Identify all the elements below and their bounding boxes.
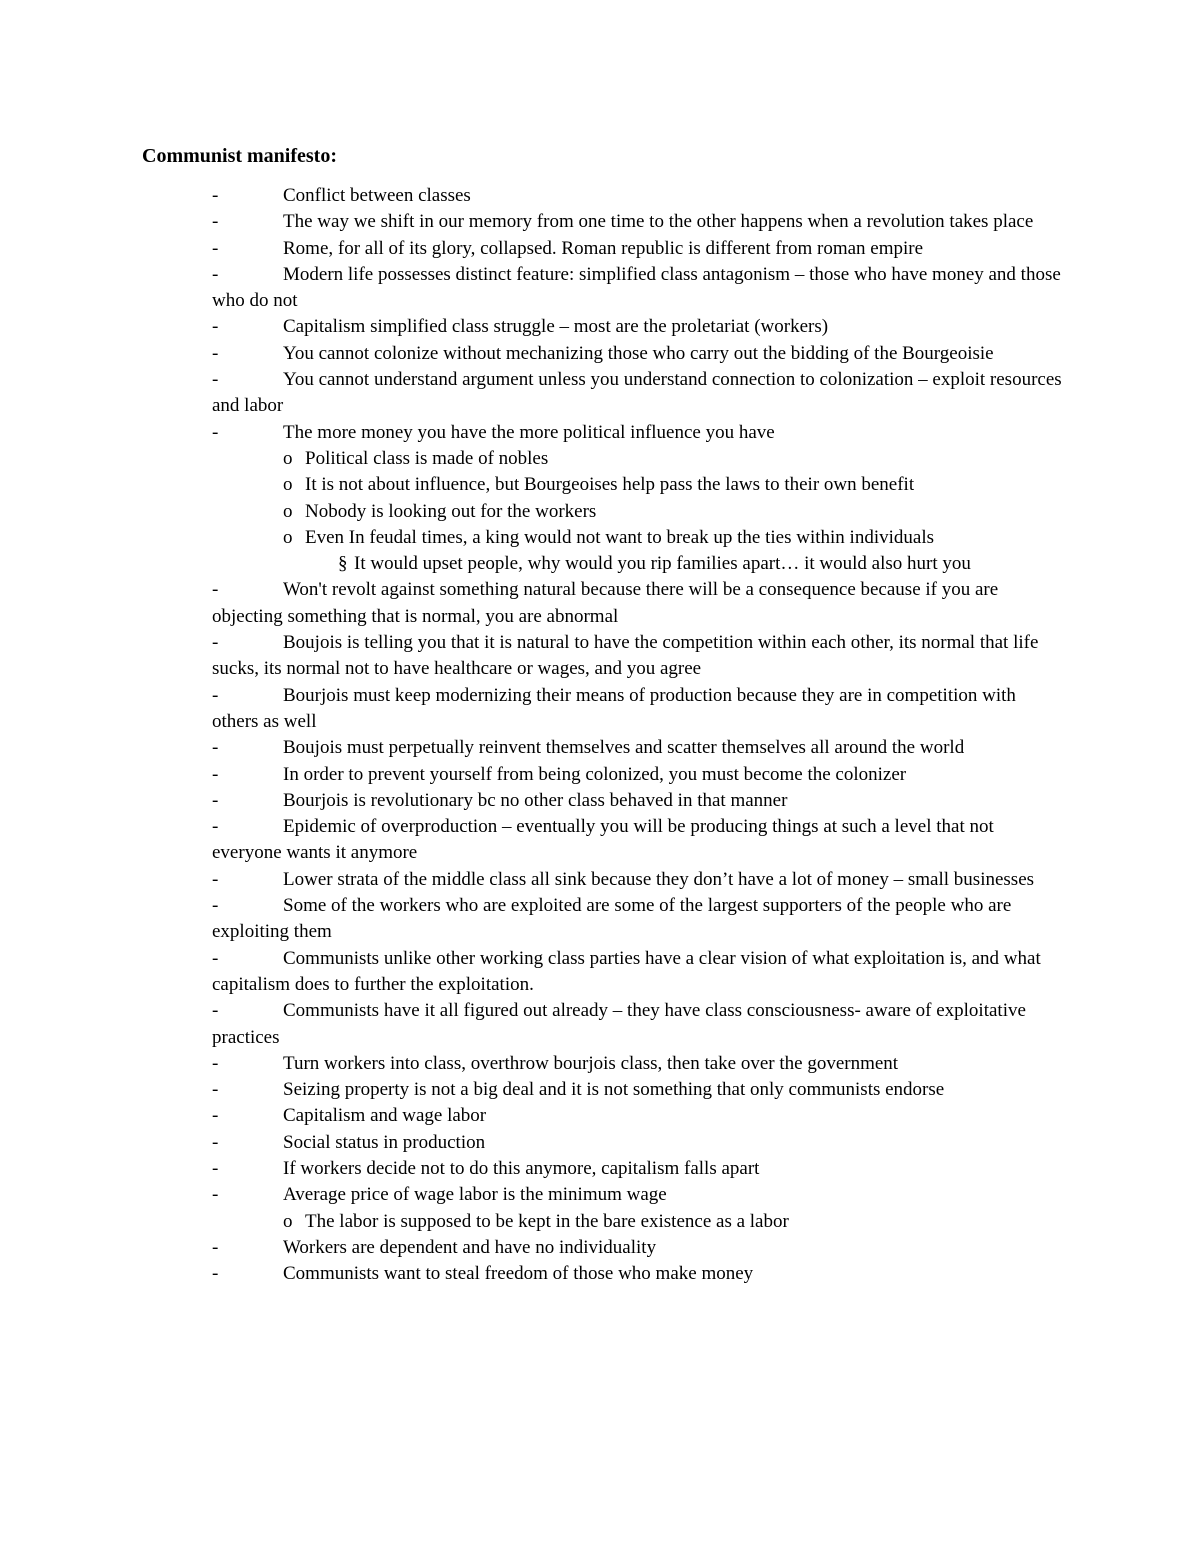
list-item [212,788,1062,814]
list-item [212,236,1062,262]
list-item-text: Rome, for all of its glory, collapsed. Roman republic is different from roman empire [283,237,924,259]
dash-bullet: - [212,421,219,443]
list-item-text: Bourjois is revolutionary bc no other class behaved in that manner [283,789,788,811]
list-item-text: Bourjois must keep modernizing their means of production because they are in competition with others as well [212,684,1016,732]
list-item-text: Communists have it all figured out already – they have class consciousness- aware of exploitative practices [212,1000,1026,1048]
list-item [212,762,1062,788]
list-item-text: Boujois must perpetually reinvent themselves and scatter themselves all around the world [283,737,965,759]
list-item-text: You cannot understand argument unless you understand connection to colonization – exploit resources and labor [212,369,1062,417]
list-item [212,683,1062,736]
list-item-text: Nobody is looking out for the workers [305,500,597,522]
dash-bullet: - [212,1131,219,1153]
list-item [212,998,1062,1051]
list-item-text: You cannot colonize without mechanizing those who carry out the bidding of the Bourgeoisie [283,342,994,364]
section-bullet: § [338,553,348,575]
list-item [212,867,1062,893]
list-item [212,1156,1062,1182]
list-item [212,1209,1062,1235]
list-item [212,499,1062,525]
list-item [212,814,1062,867]
list-item-text: Capitalism simplified class struggle – most are the proletariat (workers) [283,316,829,338]
dash-bullet: - [212,868,219,890]
list-item [212,367,1062,420]
list-item [212,1130,1062,1156]
dash-bullet: - [212,1105,219,1127]
list-item-text: Average price of wage labor is the minimum wage [283,1184,667,1206]
list-item [212,420,1062,446]
list-item [212,525,1062,551]
dash-bullet: - [212,1079,219,1101]
dash-bullet: - [212,211,219,233]
list-item-text: It would upset people, why would you rip families apart… it would also hurt you [354,553,971,575]
circle-bullet: o [283,500,293,522]
dash-bullet: - [212,816,219,838]
circle-bullet: o [283,474,293,496]
list-item [212,446,1062,472]
list-item-text: Conflict between classes [283,185,471,206]
list-item [212,1182,1062,1208]
dash-bullet: - [212,763,219,785]
dash-bullet: - [212,579,219,601]
dash-bullet: - [212,1263,219,1285]
circle-bullet: o [283,1210,293,1232]
dash-bullet: - [212,263,219,285]
list-item-text: Political class is made of nobles [305,447,549,469]
list-item-text: Boujois is telling you that it is natural to have the competition within each other, its normal that life sucks, its normal not to have healthcare or wages, and you agree [212,632,1039,680]
list-item-text: The more money you have the more political influence you have [283,421,775,443]
circle-bullet: o [283,526,293,548]
list-item-text: Communists want to steal freedom of those who make money [283,1263,754,1285]
list-item-text: Communists unlike other working class parties have a clear vision of what exploitation is, and what capitalism does to further the exploitation. [212,947,1041,995]
dash-bullet: - [212,1157,219,1179]
list-item [212,1077,1062,1103]
list-item-text: Seizing property is not a big deal and it is not something that only communists endorse [283,1079,945,1101]
list-item [212,209,1062,235]
dash-bullet: - [212,369,219,391]
list-item [212,1103,1062,1129]
list-item [212,183,1062,209]
page-title: Communist manifesto: [142,145,337,167]
list-item-text: The labor is supposed to be kept in the bare existence as a labor [305,1210,789,1232]
list-item [212,1051,1062,1077]
list-item [212,630,1062,683]
list-item [212,893,1062,946]
dash-bullet: - [212,789,219,811]
bullet-list [212,183,1062,1287]
dash-bullet: - [212,185,219,206]
list-item-text: Won't revolt against something natural because there will be a consequence because if you are objecting something that is normal, you are abnormal [212,579,999,627]
list-item [212,551,1044,577]
list-item [212,314,1062,340]
dash-bullet: - [212,237,219,259]
dash-bullet: - [212,1184,219,1206]
list-item-text: Lower strata of the middle class all sink because they don’t have a lot of money – small businesses [283,868,1035,890]
list-item [212,341,1062,367]
dash-bullet: - [212,1052,219,1074]
list-item-text: Modern life possesses distinct feature: simplified class antagonism – those who have money and those who do not [212,263,1061,312]
list-item-text: Workers are dependent and have no individuality [283,1236,657,1258]
list-item-text: Social status in production [283,1131,486,1153]
list-item-text: It is not about influence, but Bourgeoises help pass the laws to their own benefit [305,474,915,496]
dash-bullet: - [212,684,219,706]
list-item [212,262,1062,315]
list-item [212,577,1062,630]
list-item [212,946,1062,999]
circle-bullet: o [283,447,293,469]
dash-bullet: - [212,737,219,759]
list-item-text: In order to prevent yourself from being colonized, you must become the colonizer [283,763,907,785]
dash-bullet: - [212,1000,219,1022]
dash-bullet: - [212,947,219,969]
list-item-text: Epidemic of overproduction – eventually you will be producing things at such a level that not everyone wants it anymore [212,816,994,864]
list-item-text: The way we shift in our memory from one time to the other happens when a revolution takes place [283,211,1034,233]
list-item [212,1261,1062,1287]
dash-bullet: - [212,316,219,338]
list-item-text: Turn workers into class, overthrow bourjois class, then take over the government [283,1052,899,1074]
dash-bullet: - [212,1236,219,1258]
list-item [212,472,1062,498]
list-item-text: Some of the workers who are exploited are some of the largest supporters of the people who are exploiting them [212,895,1012,943]
dash-bullet: - [212,895,219,917]
dash-bullet: - [212,632,219,654]
dash-bullet: - [212,342,219,364]
list-item [212,1235,1062,1261]
list-item [212,735,1062,761]
list-item-text: Even In feudal times, a king would not want to break up the ties within individuals [305,526,934,548]
list-item-text: If workers decide not to do this anymore, capitalism falls apart [283,1157,760,1179]
list-item-text: Capitalism and wage labor [283,1105,487,1127]
